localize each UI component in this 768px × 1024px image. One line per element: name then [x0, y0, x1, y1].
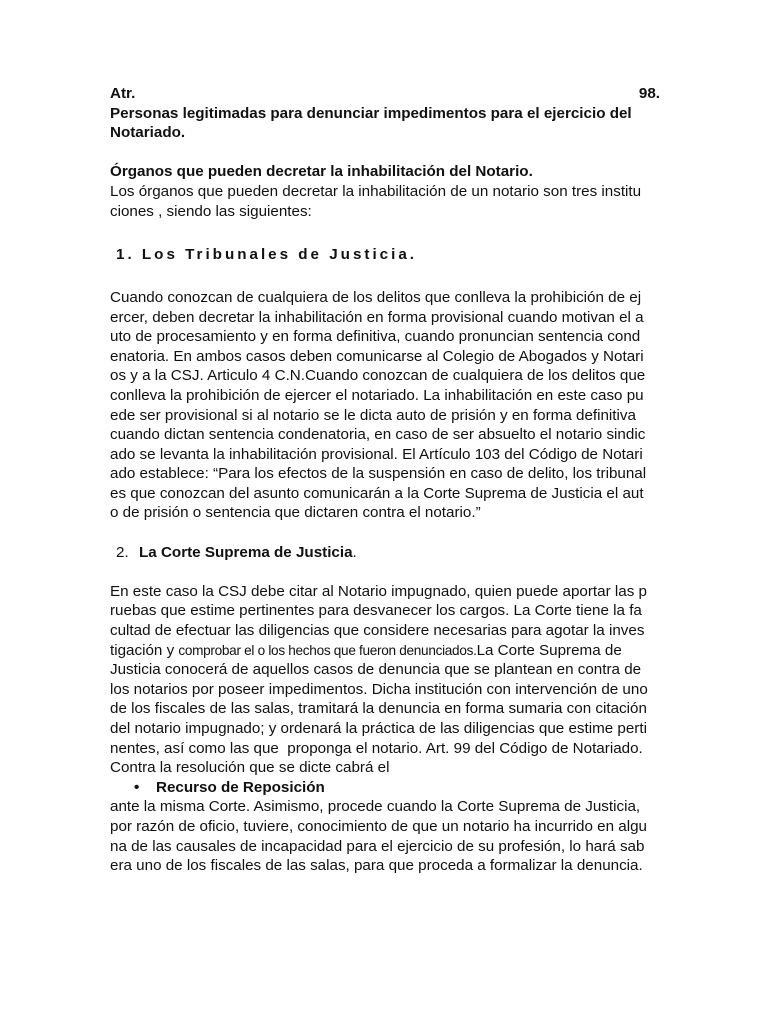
paragraph-line: ede ser provisional si al notario se le dicta auto de prisión y en forma definitiva: [110, 406, 636, 424]
paragraph-line: del notario impugnado; y ordenará la práctica de las diligencias que estime perti: [110, 720, 647, 737]
document-page: [110, 84, 660, 876]
intro-paragraph-line: Los órganos que pueden decretar la inhabilitación de un notario son tres institu: [110, 182, 642, 200]
paragraph-line: enatoria. En ambos casos deben comunicarse al Colegio de Abogados y Notari: [110, 347, 644, 365]
paragraph-line: ruebas que estime pertinentes para desvanecer los cargos. La Corte tiene la fa: [110, 602, 642, 620]
article-label: Atr.: [110, 85, 136, 102]
intro-paragraph-line: ciones , siendo las siguientes:: [110, 202, 312, 220]
paragraph-line: los notarios por poseer impedimentos. Dicha institución con intervención de uno: [110, 680, 648, 698]
paragraph-line: era uno de los fiscales de las salas, para que proceda a formalizar la denuncia.: [110, 857, 643, 875]
paragraph-line: ercer, deben decretar la inhabilitación en forma provisional cuando motivan el a: [110, 308, 644, 326]
text-run: La Corte Suprema de: [476, 641, 622, 659]
article-header: [110, 84, 660, 104]
paragraph-line: os y a la CSJ. Articulo 4 C.N.Cuando conozcan de cualquiera de los delitos que: [110, 367, 646, 385]
paragraph-line: conlleva la prohibición de ejercer el notariado. La inhabilitación en este caso pu: [110, 386, 644, 404]
paragraph-line: Contra la resolución que se dicte cabrá el: [110, 759, 390, 777]
item-1-paragraph: [110, 288, 660, 523]
paragraph-line: cultad de efectuar las diligencias que considere necesarias para agotar la inves: [110, 622, 645, 640]
item-2-title-period: .: [352, 543, 357, 561]
paragraph-line: por razón de oficio, tuviere, conocimiento de que un notario ha incurrido en algu: [110, 817, 647, 835]
item-2-heading: [110, 543, 660, 563]
paragraph-line: es que conozcan del asunto comunicarán a la Corte Suprema de Justicia el aut: [110, 484, 644, 502]
bullet-text: Recurso de Reposición: [156, 778, 325, 796]
paragraph-line: o de prisión o sentencia que dictaren contra el notario.”: [110, 504, 481, 522]
paragraph-line: Justicia conocerá de aquellos casos de denuncia que se plantean en contra de: [110, 661, 642, 679]
document-title-line: Notariado.: [110, 124, 186, 142]
paragraph-line: cuando dictan sentencia condenatoria, en caso de ser absuelto el notario sindic: [110, 426, 646, 444]
bullet-item: [110, 778, 660, 798]
paragraph-line: Cuando conozcan de cualquiera de los delitos que conlleva la prohibición de ej: [110, 288, 642, 306]
text-run-small: comprobar el o los hechos que fueron denunciados.: [178, 642, 477, 658]
paragraph-line: na de las causales de incapacidad para el ejercicio de su profesión, lo hará sab: [110, 837, 645, 855]
closing-paragraph: [110, 797, 660, 875]
item-2-title: La Corte Suprema de Justicia: [139, 543, 353, 561]
item-2-paragraph: [110, 582, 660, 778]
paragraph-line: nentes, así como las que proponga el notario. Art. 99 del Código de Notariado.: [110, 739, 643, 757]
paragraph-line-mixed: [110, 641, 660, 661]
paragraph-line: uto de procesamiento y en forma definitiva, cuando pronuncian sentencia cond: [110, 328, 641, 346]
paragraph-line: de los fiscales de las salas, tramitará la denuncia en forma sumaria con citación: [110, 700, 647, 718]
paragraph-line: ante la misma Corte. Asimismo, procede cuando la Corte Suprema de Justicia,: [110, 798, 641, 816]
paragraph-line: ado establece: “Para los efectos de la suspensión en caso de delito, los tribunal: [110, 465, 647, 483]
document-title-line: Personas legitimadas para denunciar impedimentos para el ejercicio del: [110, 104, 632, 122]
section-heading: Órganos que pueden decretar la inhabilitación del Notario.: [110, 163, 533, 181]
bullet-icon: •: [134, 778, 140, 796]
paragraph-line: En este caso la CSJ debe citar al Notario impugnado, quien puede aportar las p: [110, 582, 647, 600]
paragraph-line: ado se levanta la inhabilitación provisional. El Artículo 103 del Código de Notari: [110, 445, 643, 463]
article-number: 98.: [638, 85, 660, 102]
text-run: tigación y: [110, 641, 179, 659]
item-1-heading: 1. Los Tribunales de Justicia.: [116, 245, 418, 263]
item-2-number: 2.: [116, 543, 129, 561]
